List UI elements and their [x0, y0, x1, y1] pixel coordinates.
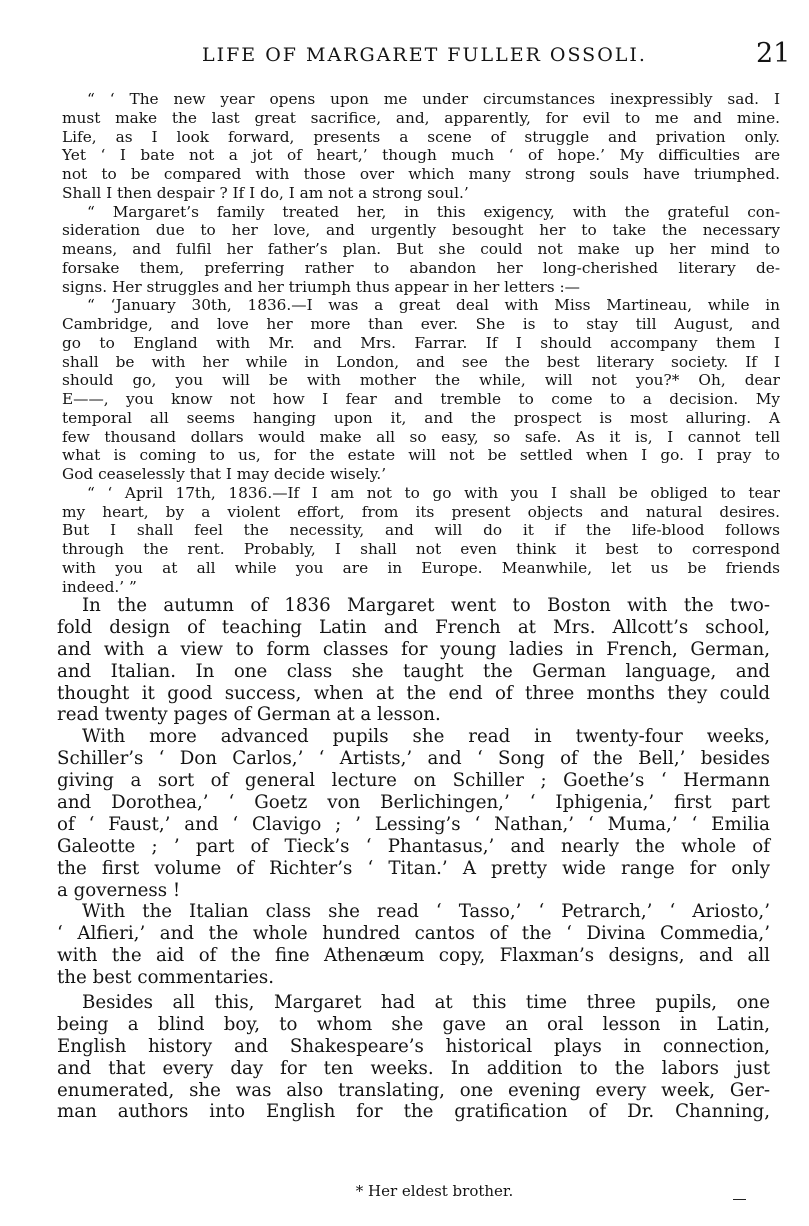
quote-line: means, and fulfil her father’s plan. But she could not make up her mind to	[62, 240, 780, 258]
quote-line: temporal all seems hanging upon it, and the prospect is most alluring. A	[62, 408, 780, 427]
quote-line: But I shall feel the necessity, and will do it if the life-blood follows	[62, 521, 780, 540]
body-line: enumerated, she was also translating, one evening every week, Ger-	[57, 1079, 770, 1101]
quote-line: must make the last great sacrifice, and, apparently, for evil to me and mine.	[62, 108, 780, 127]
quote-line: through the rent. Probably, I shall not even think it best to correspond	[62, 540, 780, 558]
body-line: and that every day for ten weeks. In addition to the labors just	[57, 1057, 770, 1079]
body-line: and Dorothea,’ ‘ Goetz von Berlichingen,’ ‘ Iphigenia,’ first part	[57, 792, 770, 814]
quote-line: Shall I then despair ? If I do, I am not a strong soul.’	[62, 183, 469, 202]
quote-line: few thousand dollars would make all so easy, so safe. As it is, I cannot tell	[62, 427, 780, 446]
quote-line: indeed.’ ”	[62, 577, 137, 596]
quote-line: not to be compared with those over which many strong souls have triumphed.	[62, 165, 780, 183]
body-line: English history and Shakespeare’s historical plays in connection,	[57, 1035, 770, 1057]
body-line: man authors into English for the gratification of Dr. Channing,	[57, 1101, 770, 1123]
main-text-block	[57, 595, 770, 1123]
quote-line: “ ‘January 30th, 1836.—I was a great deal with Miss Martineau, while in	[87, 296, 780, 315]
quote-line: God ceaselessly that I may decide wisely.’	[62, 465, 387, 483]
running-header	[0, 38, 809, 74]
quote-line: shall be with her while in London, and see the best literary society. If I	[62, 352, 780, 371]
quote-line: “ ‘ The new year opens upon me under circumstances inexpressibly sad. I	[87, 90, 780, 108]
quote-line: sideration due to her love, and urgently besought her to take the necessary	[62, 221, 780, 240]
body-line: Besides all this, Margaret had at this time three pupils, one	[82, 992, 770, 1014]
quote-line: what is coming to us, for the estate will not be settled when I go. I pray to	[62, 446, 780, 465]
running-title: LIFE OF MARGARET FULLER OSSOLI.	[202, 44, 647, 66]
quote-line: my heart, by a violent effort, from its present objects and natural desires.	[62, 502, 780, 521]
body-line: the first volume of Richter’s ‘ Titan.’ A pretty wide range for only	[57, 857, 770, 879]
quote-line: should go, you will be with mother the while, will not you?* Oh, dear	[62, 371, 780, 390]
footnote-text: * Her eldest brother.	[355, 1182, 514, 1200]
quote-line: signs. Her struggles and her triumph thus appear in her letters :—	[62, 277, 580, 296]
quoted-letters-block	[62, 90, 780, 596]
quote-line: Life, as I look forward, presents a scene of struggle and privation only.	[62, 127, 780, 146]
quote-line: “ ‘ April 17th, 1836.—If I am not to go with you I shall be obliged to tear	[87, 483, 780, 502]
body-line: Schiller’s ‘ Don Carlos,’ ‘ Artists,’ and ‘ Song of the Bell,’ besides	[57, 748, 770, 770]
body-line: In the autumn of 1836 Margaret went to Boston with the two-	[82, 595, 770, 616]
body-line: With the Italian class she read ‘ Tasso,’ ‘ Petrarch,’ ‘ Ariosto,’	[82, 901, 770, 923]
quote-line: forsake them, preferring rather to abandon her long-cherished literary de-	[62, 258, 780, 277]
quote-line: with you at all while you are in Europe. Meanwhile, let us be friends	[62, 558, 780, 577]
body-line: a governess !	[57, 879, 181, 901]
body-line: the best commentaries.	[57, 967, 275, 989]
quote-line: go to England with Mr. and Mrs. Farrar. If I should accompany them I	[62, 333, 780, 352]
body-line: and with a view to form classes for young ladies in French, German,	[57, 638, 770, 660]
body-line: read twenty pages of German at a lesson.	[57, 704, 441, 726]
quote-line: “ Margaret’s family treated her, in this exigency, with the grateful con-	[87, 202, 780, 221]
quote-line: Cambridge, and love her more than ever. She is to stay till August, and	[62, 315, 780, 333]
body-line: giving a sort of general lecture on Schiller ; Goethe’s ‘ Hermann	[57, 770, 770, 792]
body-line: of ‘ Faust,’ and ‘ Clavigo ; ’ Lessing’s ‘ Nathan,’ ‘ Muma,’ ‘ Emilia	[57, 813, 770, 835]
body-line: fold design of teaching Latin and French at Mrs. Allcott’s school,	[57, 616, 770, 638]
body-line: being a blind boy, to whom she gave an oral lesson in Latin,	[57, 1013, 770, 1035]
quote-line: Yet ‘ I bate not a jot of heart,’ though much ‘ of hope.’ My difficulties are	[62, 146, 780, 165]
page-number: 21	[756, 38, 791, 69]
body-line: with the aid of the fine Athenæum copy, Flaxman’s designs, and all	[57, 945, 770, 967]
body-line: and Italian. In one class she taught the German language, and	[57, 660, 770, 682]
body-line: thought it good success, when at the end of three months they could	[57, 682, 770, 704]
body-line: With more advanced pupils she read in twenty-four weeks,	[82, 726, 770, 748]
footnote	[0, 1182, 809, 1200]
body-line: ‘ Alfieri,’ and the whole hundred cantos of the ‘ Divina Commedia,’	[57, 923, 770, 945]
quote-line: E——, you know not how I fear and tremble to come to a decision. My	[62, 390, 780, 408]
body-line: Galeotte ; ’ part of Tieck’s ‘ Phantasus,’ and nearly the whole of	[57, 835, 770, 857]
printer-mark	[733, 1198, 746, 1200]
